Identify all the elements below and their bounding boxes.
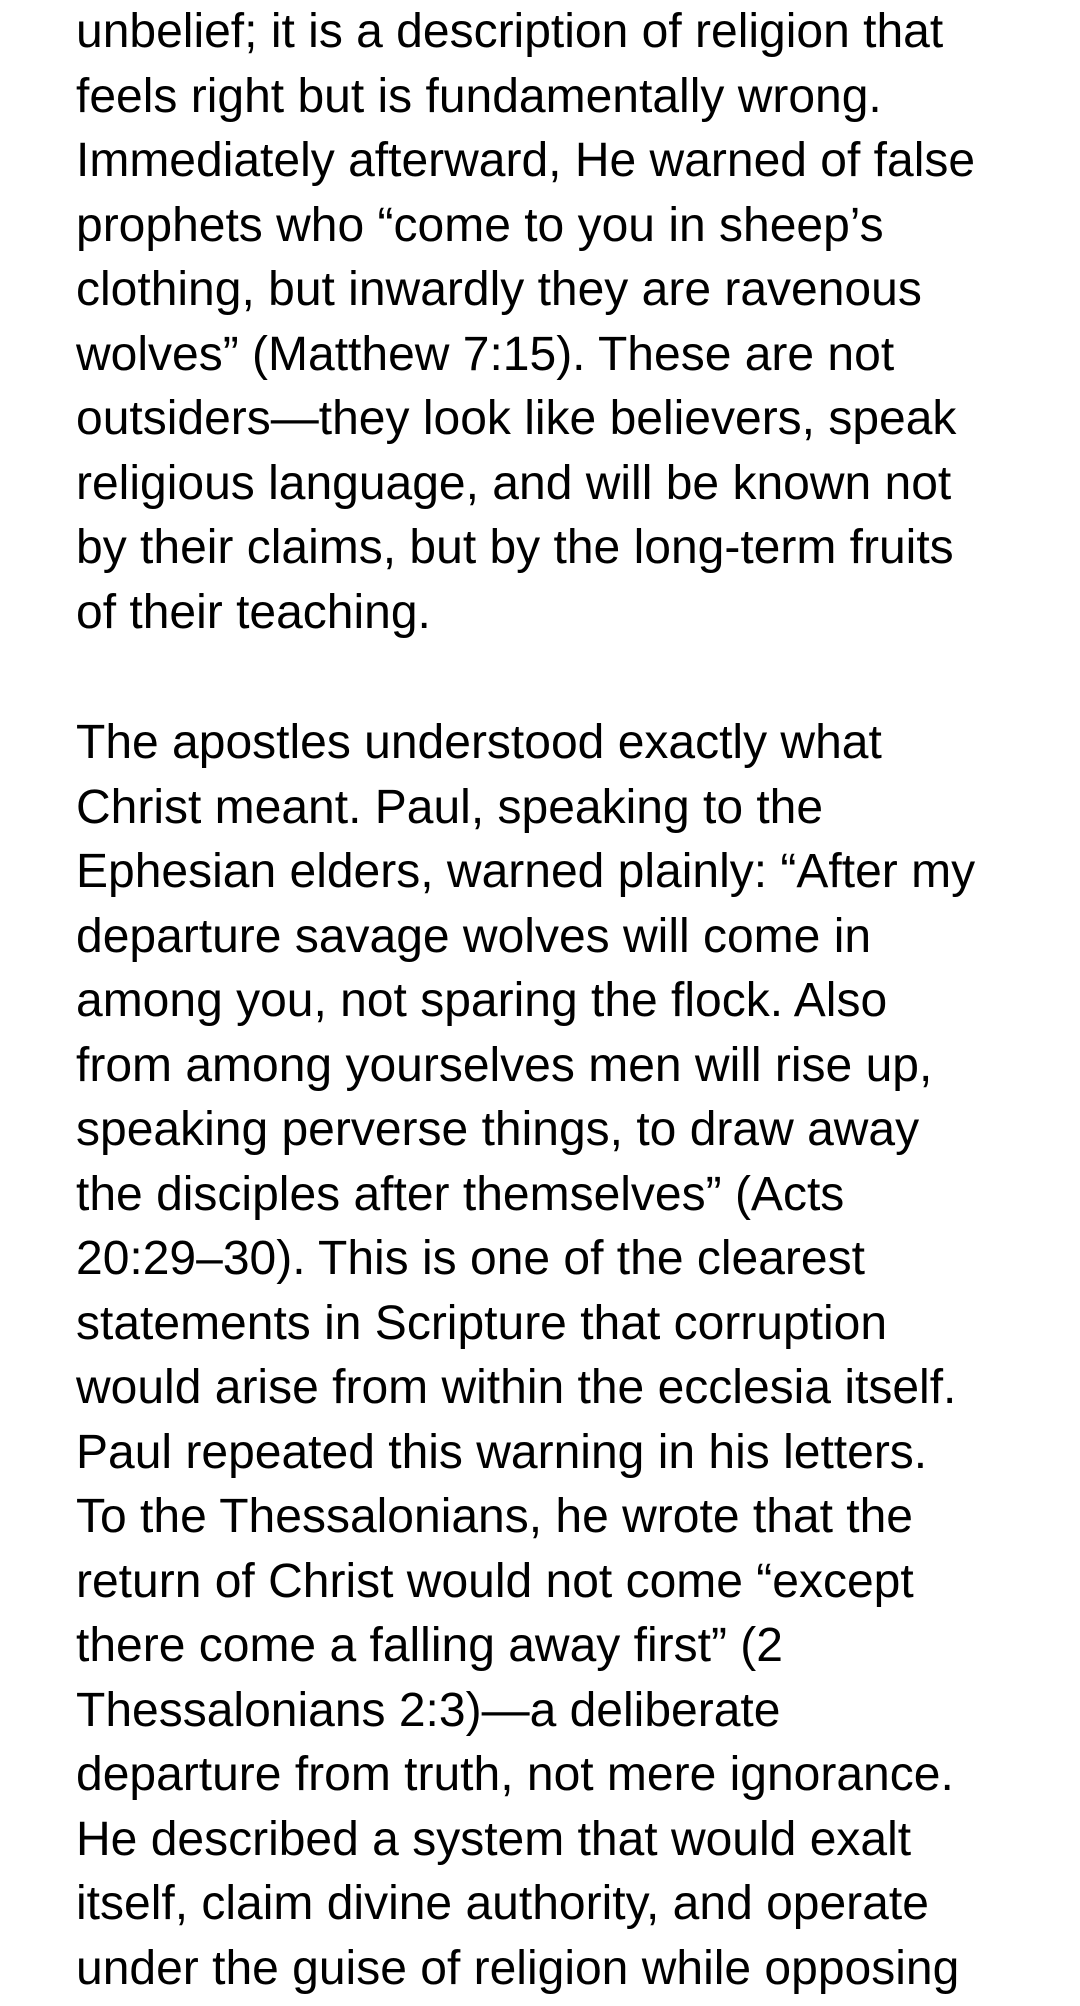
text-line: Immediately afterward, He warned of false	[76, 134, 976, 187]
text-line: departure from truth, not mere ignorance.	[76, 1748, 954, 1801]
text-line: Paul repeated this warning in his letters.	[76, 1425, 928, 1479]
text-line: among you, not sparing the flock. Also	[76, 974, 888, 1027]
paragraph	[76, 711, 1020, 2001]
text-line: the disciples after themselves” (Acts	[76, 1167, 845, 1221]
text-line: there come a falling away first” (2	[76, 1619, 783, 1672]
text-line: wolves” (Matthew 7:15). These are not	[76, 327, 895, 381]
text-line: Ephesian elders, warned plainly: “After my	[76, 845, 976, 898]
text-line: clothing, but inwardly they are ravenous	[76, 263, 922, 316]
text-line: feels right but is fundamentally wrong.	[76, 69, 882, 123]
text-line: To the Thessalonians, he wrote that the	[76, 1490, 913, 1543]
text-line: itself, claim divine authority, and operate	[76, 1877, 929, 1930]
text-line: by their claims, but by the long-term fruits	[76, 521, 954, 574]
text-line: outsiders—they look like believers, speak	[76, 392, 957, 445]
text-line: of their teaching.	[76, 585, 431, 639]
text-line: Thessalonians 2:3)—a deliberate	[76, 1683, 781, 1737]
text-line: 20:29–30). This is one of the clearest	[76, 1232, 865, 1285]
text-line: prophets who “come to you in sheep’s	[76, 198, 884, 252]
text-line: statements in Scripture that corruption	[76, 1296, 888, 1350]
paragraph	[76, 0, 1020, 645]
text-line: unbelief; it is a description of religion that	[76, 5, 944, 58]
text-line: He described a system that would exalt	[76, 1812, 912, 1866]
text-line: religious language, and will be known not	[76, 456, 952, 510]
text-line: The apostles understood exactly what	[76, 716, 882, 769]
text-line: would arise from within the ecclesia itself.	[76, 1361, 957, 1414]
text-line: under the guise of religion while opposing	[76, 1941, 960, 1995]
text-line: speaking perverse things, to draw away	[76, 1103, 920, 1156]
text-line: Christ meant. Paul, speaking to the	[76, 780, 824, 834]
text-line: departure savage wolves will come in	[76, 909, 872, 963]
text-line: from among yourselves men will rise up,	[76, 1038, 933, 1092]
text-line: return of Christ would not come “except	[76, 1554, 914, 1608]
